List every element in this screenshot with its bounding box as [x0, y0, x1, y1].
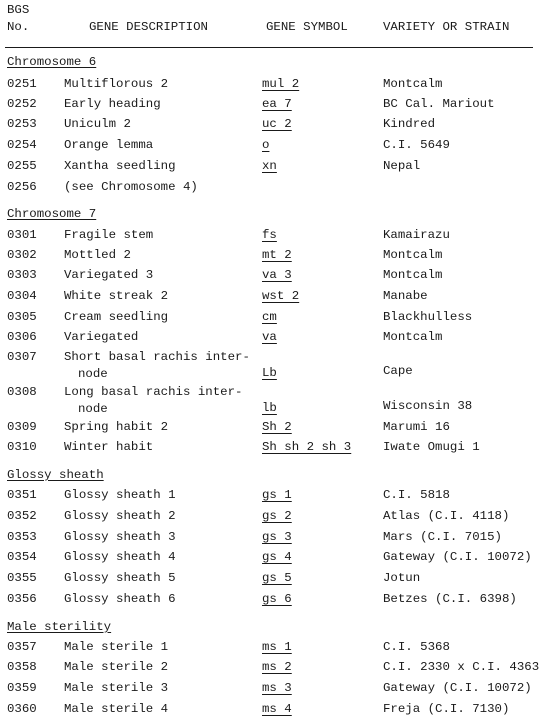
- gene-symbol: mul 2: [262, 77, 300, 91]
- gene-description: Variegated: [64, 330, 139, 344]
- gene-description: Spring habit 2: [64, 420, 169, 434]
- bgs-number: 0356: [7, 592, 37, 606]
- table-row: [0, 420, 541, 438]
- table-row: [0, 640, 541, 658]
- bgs-number: 0357: [7, 640, 37, 654]
- table-row: [0, 289, 541, 307]
- bgs-number: 0354: [7, 550, 37, 564]
- bgs-number: 0255: [7, 159, 37, 173]
- table-row: [0, 350, 541, 381]
- gene-description: Cream seedling: [64, 310, 169, 324]
- variety: Montcalm: [383, 330, 443, 344]
- gene-description: Glossy sheath 1: [64, 488, 176, 502]
- bgs-number: 0306: [7, 330, 37, 344]
- table-row: [0, 385, 541, 416]
- section-title: Glossy sheath: [7, 468, 104, 482]
- gene-symbol: Sh sh 2 sh 3: [262, 440, 352, 454]
- bgs-number: 0308: [7, 385, 37, 399]
- bgs-number: 0252: [7, 97, 37, 111]
- variety: Kindred: [383, 117, 436, 131]
- gene-symbol: mt 2: [262, 248, 292, 262]
- variety: Freja (C.I. 7130): [383, 702, 510, 716]
- variety: Montcalm: [383, 248, 443, 262]
- variety: Atlas (C.I. 4118): [383, 509, 510, 523]
- gene-description: (see Chromosome 4): [64, 180, 198, 194]
- variety: Mars (C.I. 7015): [383, 530, 502, 544]
- gene-symbol: uc 2: [262, 117, 292, 131]
- gene-description: Glossy sheath 6: [64, 592, 176, 606]
- gene-description-continued: node: [78, 367, 108, 381]
- table-row: [0, 592, 541, 610]
- gene-symbol: ms 4: [262, 702, 292, 716]
- gene-symbol: ea 7: [262, 97, 292, 111]
- bgs-number: 0360: [7, 702, 37, 716]
- gene-symbol: xn: [262, 159, 277, 173]
- variety: Gateway (C.I. 10072): [383, 681, 532, 695]
- table-row: [0, 702, 541, 720]
- table-row: [0, 77, 541, 95]
- table-row: [0, 488, 541, 506]
- table-row: [0, 550, 541, 568]
- header-gene-description: GENE DESCRIPTION: [89, 20, 208, 34]
- section-title: Chromosome 6: [7, 55, 97, 69]
- gene-description: Winter habit: [64, 440, 154, 454]
- header-rule: [5, 47, 533, 48]
- table-row: [0, 117, 541, 135]
- gene-description: Orange lemma: [64, 138, 154, 152]
- gene-symbol: ms 2: [262, 660, 292, 674]
- gene-symbol: fs: [262, 228, 277, 242]
- bgs-number: 0352: [7, 509, 37, 523]
- table-row: [0, 268, 541, 286]
- bgs-number: 0253: [7, 117, 37, 131]
- gene-description-continued: node: [78, 402, 108, 416]
- table-row: [0, 310, 541, 328]
- variety: C.I. 5368: [383, 640, 450, 654]
- variety: Iwate Omugi 1: [383, 440, 480, 454]
- gene-symbol: o: [262, 138, 270, 152]
- bgs-number: 0303: [7, 268, 37, 282]
- gene-description: Male sterile 4: [64, 702, 169, 716]
- variety: Montcalm: [383, 268, 443, 282]
- table-row: [0, 228, 541, 246]
- table-row: [0, 571, 541, 589]
- gene-description: Male sterile 3: [64, 681, 169, 695]
- variety: Cape: [383, 364, 413, 378]
- gene-symbol: gs 3: [262, 530, 292, 544]
- section-title: Chromosome 7: [7, 207, 97, 221]
- bgs-number: 0351: [7, 488, 37, 502]
- bgs-number: 0302: [7, 248, 37, 262]
- variety: Jotun: [383, 571, 421, 585]
- table-row: [0, 97, 541, 115]
- gene-description: Early heading: [64, 97, 161, 111]
- header-bgs-line1: BGS: [7, 3, 30, 17]
- gene-description: Mottled 2: [64, 248, 131, 262]
- bgs-number: 0353: [7, 530, 37, 544]
- table-row: [0, 330, 541, 348]
- gene-symbol: Sh 2: [262, 420, 292, 434]
- table-row: [0, 509, 541, 527]
- bgs-number: 0355: [7, 571, 37, 585]
- variety: Blackhulless: [383, 310, 473, 324]
- gene-symbol: gs 5: [262, 571, 292, 585]
- table-row: [0, 138, 541, 156]
- table-header: [0, 0, 541, 50]
- gene-symbol: va 3: [262, 268, 292, 282]
- gene-symbol: ms 3: [262, 681, 292, 695]
- variety: C.I. 5818: [383, 488, 450, 502]
- header-gene-symbol: GENE SYMBOL: [266, 20, 348, 34]
- variety: Kamairazu: [383, 228, 450, 242]
- gene-symbol: Lb: [262, 366, 277, 380]
- bgs-number: 0310: [7, 440, 37, 454]
- gene-description: Glossy sheath 2: [64, 509, 176, 523]
- bgs-number: 0301: [7, 228, 37, 242]
- variety: BC Cal. Mariout: [383, 97, 495, 111]
- variety: Montcalm: [383, 77, 443, 91]
- gene-description: Short basal rachis inter-: [64, 350, 250, 364]
- header-bgs-line2: No.: [7, 20, 30, 34]
- gene-description: Glossy sheath 5: [64, 571, 176, 585]
- gene-description: Fragile stem: [64, 228, 154, 242]
- gene-description: White streak 2: [64, 289, 169, 303]
- bgs-number: 0309: [7, 420, 37, 434]
- bgs-number: 0254: [7, 138, 37, 152]
- gene-symbol: cm: [262, 310, 277, 324]
- variety: Gateway (C.I. 10072): [383, 550, 532, 564]
- bgs-number: 0304: [7, 289, 37, 303]
- bgs-number: 0358: [7, 660, 37, 674]
- variety: Marumi 16: [383, 420, 450, 434]
- variety: Wisconsin 38: [383, 399, 473, 413]
- gene-symbol: gs 2: [262, 509, 292, 523]
- gene-description: Glossy sheath 4: [64, 550, 176, 564]
- gene-description: Xantha seedling: [64, 159, 176, 173]
- gene-description: Male sterile 2: [64, 660, 169, 674]
- bgs-number: 0305: [7, 310, 37, 324]
- variety: C.I. 5649: [383, 138, 450, 152]
- variety: C.I. 2330 x C.I. 4363: [383, 660, 540, 674]
- table-row: [0, 681, 541, 699]
- table-row: [0, 440, 541, 458]
- gene-symbol: gs 6: [262, 592, 292, 606]
- gene-description: Variegated 3: [64, 268, 154, 282]
- gene-description: Long basal rachis inter-: [64, 385, 243, 399]
- section-title: Male sterility: [7, 620, 112, 634]
- gene-description: Male sterile 1: [64, 640, 169, 654]
- gene-symbol: wst 2: [262, 289, 300, 303]
- header-variety-or-strain: VARIETY OR STRAIN: [383, 20, 510, 34]
- bgs-number: 0359: [7, 681, 37, 695]
- gene-symbol: ms 1: [262, 640, 292, 654]
- bgs-number: 0307: [7, 350, 37, 364]
- bgs-number: 0256: [7, 180, 37, 194]
- table-row: [0, 159, 541, 177]
- variety: Manabe: [383, 289, 428, 303]
- gene-symbol: lb: [262, 401, 277, 415]
- table-row: [0, 530, 541, 548]
- table-row: [0, 248, 541, 266]
- gene-description: Glossy sheath 3: [64, 530, 176, 544]
- variety: Betzes (C.I. 6398): [383, 592, 517, 606]
- bgs-number: 0251: [7, 77, 37, 91]
- variety: Nepal: [383, 159, 421, 173]
- gene-description: Multiflorous 2: [64, 77, 169, 91]
- gene-symbol: gs 4: [262, 550, 292, 564]
- table-row: [0, 660, 541, 678]
- gene-symbol: gs 1: [262, 488, 292, 502]
- gene-description: Uniculm 2: [64, 117, 131, 131]
- table-row: [0, 180, 541, 198]
- gene-symbol: va: [262, 330, 277, 344]
